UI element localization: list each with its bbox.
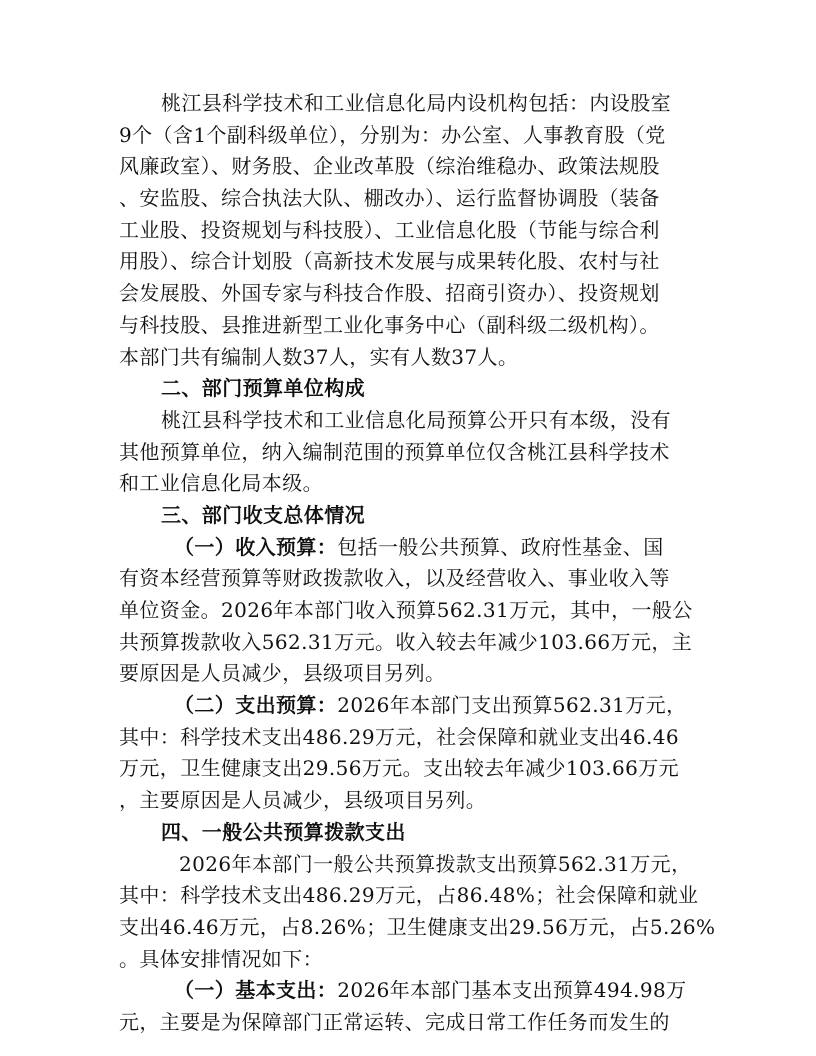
paragraph-line: 。具体安排情况如下：	[119, 946, 323, 971]
paragraph-line: 支出46.46万元，占8.26%；卫生健康支出29.56万元，占5.26%	[119, 914, 716, 939]
paragraph-line: 其他预算单位，纳入编制范围的预算单位仅含桃江县科学技术	[119, 439, 670, 464]
paragraph-text: 包括一般公共预算、政府性基金、国	[337, 534, 664, 559]
paragraph-line: 会发展股、外国专家与科技合作股、招商引资办）、投资规划	[119, 281, 660, 306]
paragraph-line: 单位资金。2026年本部门收入预算562.31万元，其中，一般公	[119, 598, 693, 622]
paragraph-line	[119, 975, 709, 1007]
paragraph-line: 工业股、投资规划与科技股）、工业信息化股（节能与综合利	[119, 217, 660, 242]
paragraph-line: 共预算拨款收入562.31万元。收入较去年减少103.66万元，主	[119, 629, 693, 654]
paragraph-line: 2026年本部门一般公共预算拨款支出预算562.31万元，	[179, 851, 692, 876]
paragraph-line	[119, 690, 709, 722]
paragraph-line: 和工业信息化局本级。	[119, 471, 323, 496]
section-heading: 四、一般公共预算拨款支出	[161, 819, 406, 844]
section-heading: 二、部门预算单位构成	[161, 376, 365, 401]
subsection-heading: （一）收入预算：	[174, 534, 338, 559]
subsection-heading: （二）支出预算：	[174, 693, 338, 718]
paragraph-line: 元，主要是为保障部门正常运转、完成日常工作任务而发生的	[119, 1009, 670, 1034]
paragraph-text: 2026年本部门基本支出预算494.98万	[337, 978, 687, 1003]
paragraph-line: ，主要原因是人员减少，县级项目另列。	[119, 788, 487, 813]
section-heading: 三、部门收支总体情况	[161, 502, 365, 527]
paragraph-line: 用股）、综合计划股（高新技术发展与成果转化股、农村与社	[119, 249, 660, 274]
paragraph-line: 桃江县科学技术和工业信息化局预算公开只有本级，没有	[161, 407, 671, 432]
document-page	[119, 88, 716, 1039]
paragraph-line: 风廉政室）、财务股、企业改革股（综治维稳办、政策法规股	[119, 154, 660, 179]
paragraph-text: 2026年本部门支出预算562.31万元，	[337, 693, 687, 718]
paragraph-line: 其中：科学技术支出486.29万元，占86.48%；社会保障和就业	[119, 883, 699, 908]
paragraph-line	[119, 532, 709, 564]
paragraph-line: 与科技股、县推进新型工业化事务中心（副科级二级机构）。	[119, 312, 660, 337]
paragraph-line: 本部门共有编制人数37人，实有人数37人。	[119, 344, 519, 369]
paragraph-line: 9个（含1个副科级单位），分别为：办公室、人事教育股（党	[119, 122, 666, 147]
paragraph-line: 有资本经营预算等财政拨款收入，以及经营收入、事业收入等	[119, 566, 670, 591]
paragraph-line: 其中：科学技术支出486.29万元，社会保障和就业支出46.46	[119, 724, 680, 749]
paragraph-line: 要原因是人员减少，县级项目另列。	[119, 661, 446, 686]
paragraph-line: 、安监股、综合执法大队、棚改办）、运行监督协调股（装备	[119, 186, 660, 211]
paragraph-line: 桃江县科学技术和工业信息化局内设机构包括：内设股室	[161, 91, 671, 115]
subsection-heading: （一）基本支出：	[174, 978, 338, 1003]
paragraph-line: 万元，卫生健康支出29.56万元。支出较去年减少103.66万元	[119, 756, 680, 781]
